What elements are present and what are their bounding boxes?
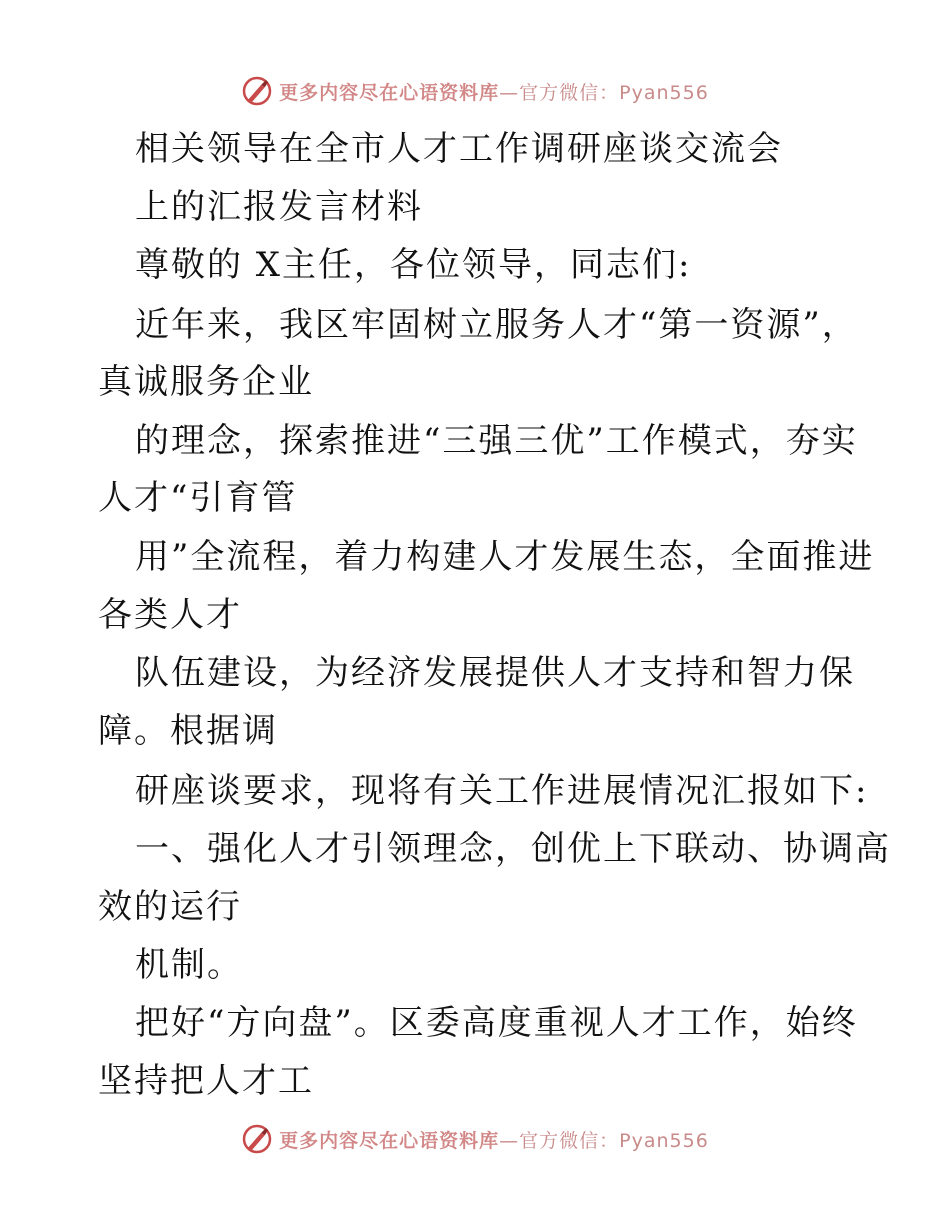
doc-heading-1: 一、强化人才引领理念，创优上下联动、协调高 <box>135 829 891 869</box>
doc-title-line-2: 上的汇报发言材料 <box>135 187 423 227</box>
doc-line: 各类人才 <box>98 595 242 635</box>
doc-line: 用”全流程，着力构建人才发展生态，全面推进 <box>135 537 875 577</box>
watermark-banner-bottom <box>0 1119 950 1159</box>
doc-line: 人才“引育管 <box>98 478 298 518</box>
doc-line: 的理念，探索推进“三强三优”工作模式，夯实 <box>135 421 858 461</box>
doc-line: 研座谈要求，现将有关工作进展情况汇报如下: <box>135 771 869 811</box>
doc-line: 坚持把人才工 <box>98 1061 314 1101</box>
doc-salutation: 尊敬的 X主任，各位领导，同志们: <box>135 245 692 285</box>
doc-line: 机制。 <box>135 945 243 985</box>
doc-line: 近年来，我区牢固树立服务人才“第一资源”， <box>135 305 858 345</box>
pen-logo-icon <box>241 75 273 107</box>
doc-line: 队伍建设，为经济发展提供人才支持和智力保 <box>135 653 855 693</box>
watermark-text <box>279 78 709 105</box>
watermark-suffix: —官方微信：Pyan556 <box>499 1129 709 1152</box>
watermark-suffix: —官方微信：Pyan556 <box>499 81 709 104</box>
watermark-text <box>279 1126 709 1153</box>
doc-line: 把好“方向盘”。区委高度重视人才工作，始终 <box>135 1003 858 1043</box>
watermark-main: 更多内容尽在心语资料库 <box>279 81 500 104</box>
doc-line: 障。根据调 <box>98 711 278 751</box>
doc-line: 真诚服务企业 <box>98 362 314 402</box>
watermark-banner-top <box>0 71 950 111</box>
pen-logo-icon <box>241 1123 273 1155</box>
watermark-main: 更多内容尽在心语资料库 <box>279 1129 500 1152</box>
doc-line: 效的运行 <box>98 887 242 927</box>
doc-title-line-1: 相关领导在全市人才工作调研座谈交流会 <box>135 129 783 169</box>
